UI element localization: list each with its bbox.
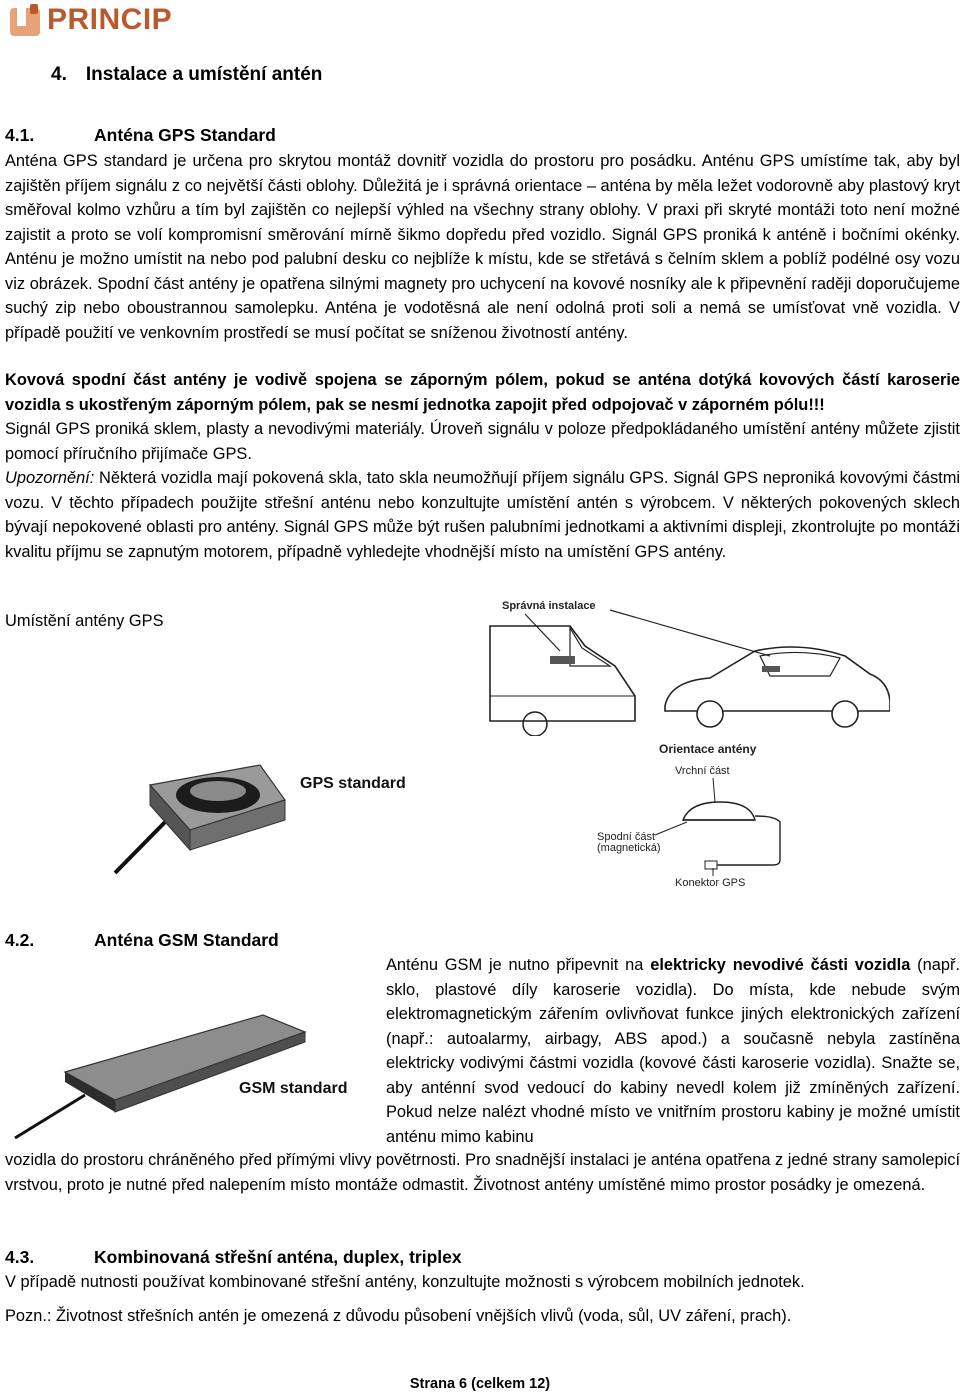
roof-antenna-note: Pozn.: Životnost střešních antén je omezená z důvodu působení vnějších vlivů (voda, sůl, UV záření, prach). xyxy=(5,1307,792,1325)
logo-mark-icon xyxy=(8,2,44,38)
gps-note xyxy=(5,466,960,564)
company-logo xyxy=(8,2,172,38)
label-top-part: Vrchní část xyxy=(675,765,730,777)
label-gsm-standard: GSM standard xyxy=(239,1080,348,1097)
gsm-text-a: Anténu GSM je nutno připevnit na xyxy=(386,956,651,974)
gsm-text-b: (např. sklo, plastové díly karoserie vozidla). Do místa, kde nebude svým elektromagnetickým zářením ovlivňovat funkce jiných elektronických zařízení (např.: autoalarmy, airbagy, ABS apod.) a současně nebyla zastíněna elektricky vodivými částmi vozidla (kovové části karoserie vozidla). Snažte se, aby anténní svod vedoucí do kabiny nevedl kolem již zmíněných zařízení. Pokud nelze nalézt vhodné místo ve vnitřním prostoru kabiny je možné umístit anténu mimo kabinu xyxy=(386,956,960,1146)
label-correct-installation: Správná instalace xyxy=(502,600,596,612)
label-bottom-part: Spodní část (magnetická) xyxy=(597,831,661,854)
subsection-number-4-1: 4.1. xyxy=(5,125,35,145)
installation-illustration xyxy=(470,596,890,736)
orientation-diagram xyxy=(595,740,815,890)
label-connector: Konektor GPS xyxy=(675,877,746,889)
gsm-antenna-illustration xyxy=(5,1000,375,1140)
gps-warning: Kovová spodní část antény je vodivě spojena se záporným pólem, pokud se anténa dotýká kovových částí karoserie vozidla s ukostřeným záporným pólem, pak se nesmí jednotka zapojit před odpojovač v záporném pólu!!! xyxy=(5,371,960,414)
gps-paragraph-2: Signál GPS proniká sklem, plasty a nevodivými materiály. Úroveň signálu v poloze předpokládaného umístění antény můžete zjistit pomocí příručního přijímače GPS. xyxy=(5,420,960,463)
gsm-text-bold: elektricky nevodivé části vozidla xyxy=(650,956,911,974)
gps-paragraph-1: Anténa GPS standard je určena pro skrytou montáž dovnitř vozidla do prostoru pro posádku. Anténu GPS umístíme tak, aby byl zajištěn příjem signálu z co největší části oblohy. Důležitá je i správná orientace – anténa by měla ležet vodorovně aby plastový kryt směřoval kolmo vzhůru a tím byl zajištěn co nejlepší výhled na všechny strany oblohy. V praxi při skryté montáži toto není možné zajistit a proto se volí kompromisní směrování mírně šikmo dopředu před vozidlo. Signál GPS proniká k anténě i bočními okénky. Anténu je možno umístit na nebo pod palubní desku co nejblíže k místu, kde se střetává s čelním sklem a poblíž podélné osy vozu viz obrázek. Spodní část antény je opatřena silnými magnety pro uchycení na kovové nosníky ale k připevnění raději doporučujeme suchý zip nebo oboustrannou samolepku. Anténa je vodotěsná ale není odolná proti soli a nemá se umísťovat vně vozidla. V případě použití ve venkovním prostředí se musí počítat se sníženou životností antény. xyxy=(5,152,960,342)
note-text: Některá vozidla mají pokovená skla, tato skla neumožňují příjem signálu GPS. Signál GPS neproniká kovovými částmi vozu. V těchto případech použijte střešní anténu nebo konzultujte umístění antén s výrobcem. V některých pokovených sklech bývají nepokovené oblasti pro antény. Signál GPS může být rušen palubními jednotkami a aktivními displeji, zkontrolujte po montáži kvalitu příjmu se zapnutým motorem, případně vyhledejte vhodnější místo na umístění GPS antény. xyxy=(5,469,960,561)
figure-caption: Umístění antény GPS xyxy=(5,612,164,630)
gsm-paragraph-cont: vozidla do prostoru chráněného před přímými vlivy povětrnosti. Pro snadnější instalaci je anténa opatřena z jedné strany samolepicí vrstvou, proto je nutné před nalepením místo montáže odmastit. Životnost antény umístěné mimo prostor posádky je omezená. xyxy=(5,1151,960,1194)
label-orientation: Orientace antény xyxy=(659,742,757,756)
gps-antenna-illustration xyxy=(110,745,410,875)
subsection-number-4-3: 4.3. xyxy=(5,1247,35,1267)
roof-antenna-paragraph: V případě nutnosti používat kombinované střešní antény, konzultujte možnosti s výrobcem mobilních jednotek. xyxy=(5,1273,805,1291)
note-label: Upozornění: xyxy=(5,469,95,487)
page-number: Strana 6 (celkem 12) xyxy=(409,1376,551,1392)
subsection-number-4-2: 4.2. xyxy=(5,930,35,950)
section-heading: 4. Instalace a umístění antén xyxy=(51,64,323,85)
subsection-title-4-3: Kombinovaná střešní anténa, duplex, triplex xyxy=(94,1247,462,1267)
gsm-paragraph xyxy=(386,953,960,1149)
subsection-title-4-2: Anténa GSM Standard xyxy=(94,930,279,950)
subsection-title-4-1: Anténa GPS Standard xyxy=(94,125,276,145)
label-gps-standard: GPS standard xyxy=(300,775,406,792)
brand-name: PRINCIP xyxy=(47,3,173,36)
